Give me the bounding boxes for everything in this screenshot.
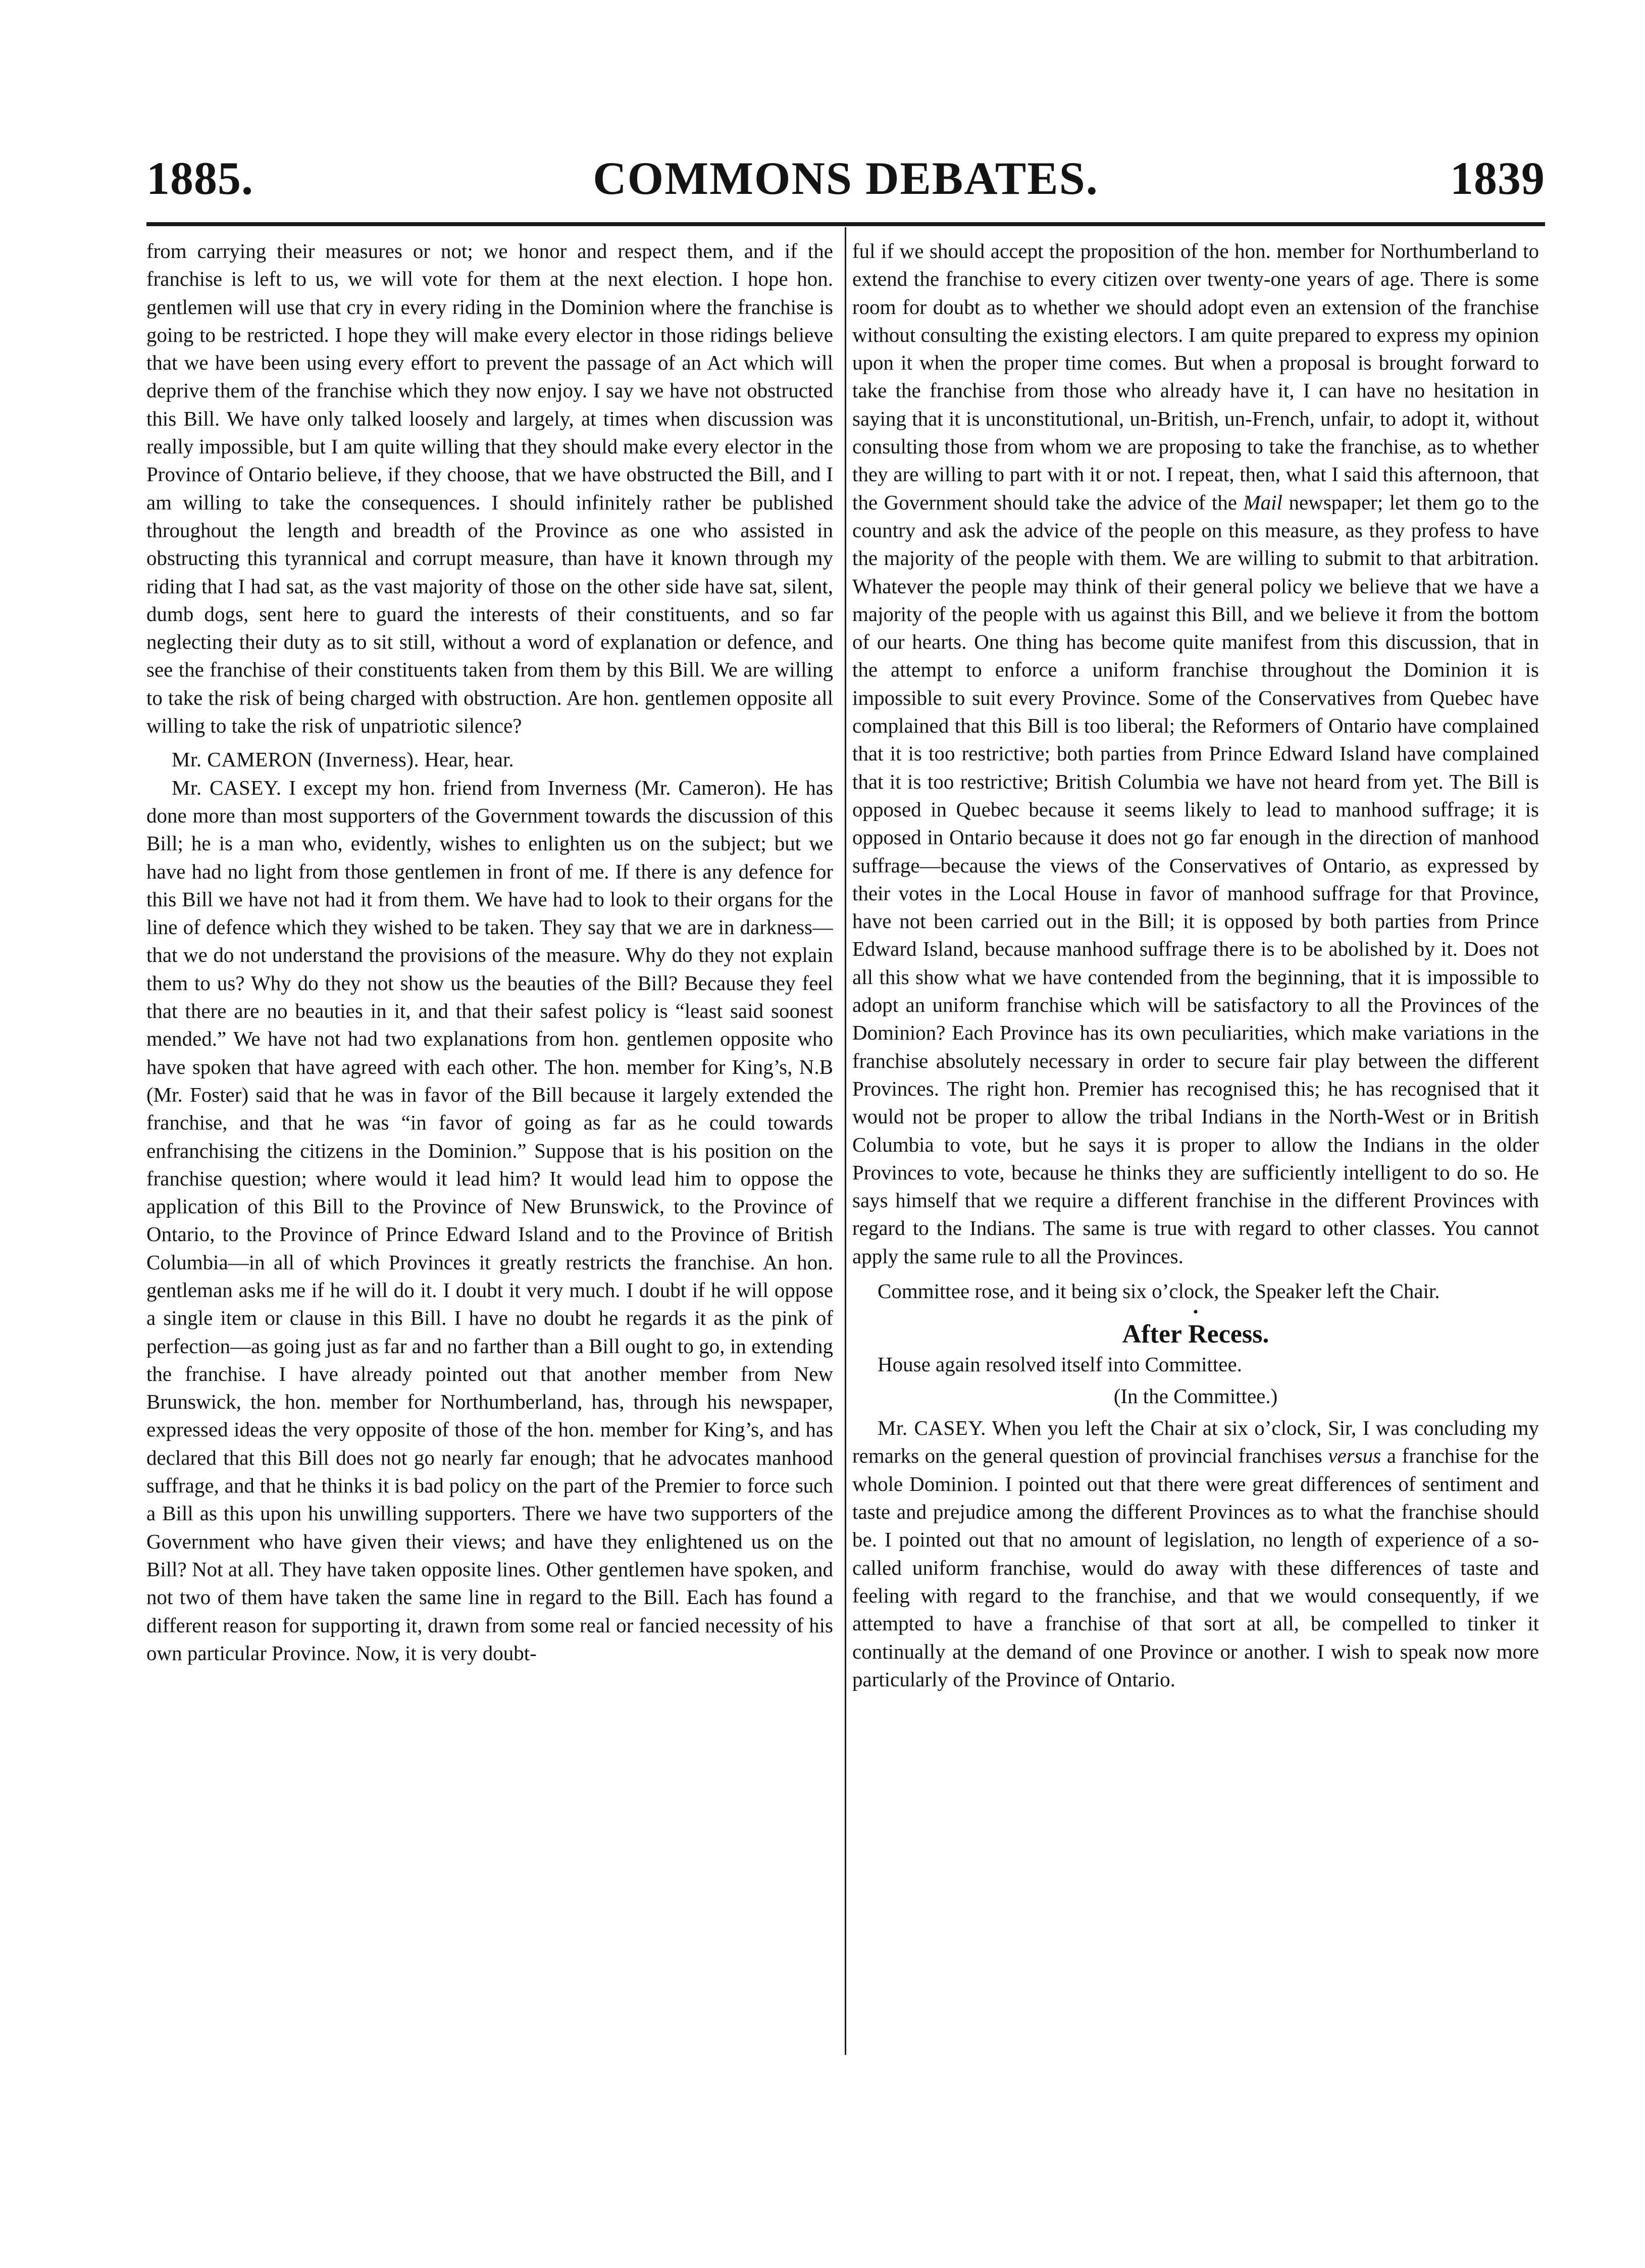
- procedural-note: Committee rose, and it being six o’clock, the Speaker left the Chair.: [878, 1279, 1440, 1303]
- text-run: newspaper; let them go to the country and ask the advice of the people on this measure, as they profess to have the majority of the people with them. We are willing to submit to that arbitration. Whatever the people may think of their general policy we believe that we have a majority of the people with us against this Bill, and we believe it from the bottom of our hearts. One thing has become quite manifest from this discussion, that in the attempt to enforce a uniform franchise throughout the Dominion it is impossible to suit every Province. Some of the Conservatives from Quebec have complained that this Bill is too liberal; the Reformers of Ontario have complained that it is too restrictive; both parties from Prince Edward Island have complained that it is too restrictive; British Columbia we have not heard from yet. The Bill is opposed in Quebec because it seems likely to lead to manhood suffrage; it is opposed in Ontario because it does not go far enough in the direction of manhood suffrage—because the views of the Conservatives of Ontario, as expressed by their votes in the Local House in favor of manhood suffrage for that Province, have not been carried out in the Bill; it is opposed by both parties from Prince Edward Island, because manhood suffrage there is to be abolished by it. Does not all this show what we have contended from the beginning, that it is impossible to adopt an uniform franchise which will be satisfactory to all the Provinces of the Dominion? Each Province has its own peculiarities, which make variations in the franchise absolutely necessary in order to secure fair play between the different Provinces. The right hon. Premier has recognised this; he has recognised that it would not be proper to allow the tribal Indians in the North-West or in British Columbia to vote, but he says it is proper to allow the Indians in the older Provinces to vote, because he thinks they are sufficiently intelligent to do so. He says himself that we require a different franchise in the different Provinces with regard to the Indians. The same is true with regard to other classes. You cannot apply the same rule to all the Provinces.: [852, 490, 1539, 1268]
- running-header: [146, 151, 1545, 222]
- newspaper-name: Mail: [1243, 490, 1282, 514]
- publication-title: COMMONS DEBATES.: [593, 152, 1099, 204]
- italic-word: versus: [1328, 1444, 1381, 1468]
- speaker-name: Mr. CASEY.: [172, 776, 282, 799]
- paragraph-continued: from carrying their measures or not; we honor and respect them, and if the franchise is left to us, we will vote for them at the next election. I hope hon. gentlemen will use that cry in every riding in the Dominion where the franchise is going to be restricted. I hope they will make every elector in those ridings believe that we have been using every effort to prevent the passage of an Act which will deprive them of the franchise which they now enjoy. I say we have not obstructed this Bill. We have only talked loosely and largely, at times when discussion was really impossible, but I am quite willing that they should make every elector in the Province of Ontario believe, if they choose, that we have obstructed the Bill, and I am willing to take the consequences. I should infinitely rather be published throughout the length and breadth of the Province as one who assisted in obstructing this tyrannical and corrupt measure, than have it known through my riding that I had sat, as the vast majority of those on the other side have sat, silent, dumb dogs, sent here to guard the interests of their constituents, and so far neglecting their duty as to sit still, without a word of explanation or defence, and see the franchise of their constituents taken from them by this Bill. We are willing to take the risk of being charged with obstruction. Are hon. gentlemen opposite all willing to take the risk of unpatriotic silence?: [146, 239, 833, 738]
- page-number: 1839: [1450, 152, 1545, 204]
- column-divider: [845, 227, 846, 2055]
- text-run: a franchise for the whole Dominion. I pointed out that there were great differences of sentiment and taste and prejudice among the different Provinces as to what the franchise should be. I pointed out that no amount of legislation, no length of experience of a so-called uniform franchise, would do away with these differences of taste and feeling with regard to the franchise, and that we would consequently, if we attempted to have a franchise of that sort at all, be compelled to tinker it continually at the demand of one Province or another. I wish to speak now more particularly of the Province of Ontario.: [852, 1444, 1539, 1691]
- speech-cameron: [146, 746, 833, 774]
- header-rule: [146, 222, 1545, 226]
- committee-note: (In the Committee.): [1113, 1384, 1278, 1408]
- text-run: ful if we should accept the proposition of the hon. member for Northumberland to extend the franchise to every citizen over twenty-one years of age. There is some room for doubt as to whether we should adopt even an extension of the franchise without consulting the existing electors. I am quite prepared to express my opinion upon it when the proper time comes. But when a proposal is brought forward to take the franchise from those who already have it, I can have no hesitation in saying that it is unconstitutional, un-British, un-French, unfair, to adopt it, without consulting those from whom we are proposing to take the franchise, as to whether they are willing to part with it or not. I repeat, then, what I said this afternoon, that the Government should take the advice of the: [852, 239, 1539, 514]
- section-heading: After Recess.: [1122, 1320, 1269, 1349]
- speech-text: Hear, hear.: [424, 748, 514, 771]
- text-run: When you left the Chair at six o’clock, Sir, I was concluding my remarks on the general question of provincial franchises: [852, 1416, 1539, 1468]
- header-year: 1885.: [146, 152, 253, 204]
- speech-casey: [852, 1414, 1539, 1693]
- speech-text: I except my hon. friend from Inverness (Mr. Cameron). He has done more than most supporters of the Government towards the discussion of this Bill; he is a man who, evidently, wishes to enlighten us on the subject; but we have had no light from those gentlemen in front of me. If there is any defence for this Bill we have not had it from them. We have had to look to their organs for the line of defence which they wished to be taken. They say that we are in darkness—that we do not understand the provisions of the measure. Why do they not explain them to us? Why do they not show us the beauties of the Bill? Because they feel that there are no beauties in it, and that their safest policy is “least said soonest mended.” We have not had two explanations from hon. gentlemen opposite who have spoken that have agreed with each other. The hon. member for King’s, N.B (Mr. Foster) said that he was in favor of the Bill because it largely extended the franchise, and that he was “in favor of going as far as he could towards enfranchising the citizens in the Dominion.” Suppose that is his position on the franchise question; where would it lead him? It would lead him to oppose the application of this Bill to the Province of New Brunswick, to the Province of Ontario, to the Province of Prince Edward Island and to the Province of British Columbia—in all of which Provinces it greatly restricts the franchise. An hon. gentleman asks me if he will do it. I doubt it very much. I doubt if he will oppose a single item or clause in this Bill. I have no doubt he regards it as the pink of perfection—as going just as far and no farther than a Bill ought to go, in extending the franchise. I have already pointed out that another member from New Brunswick, the hon. member for Northumberland, has, through his newspaper, expressed ideas the very opposite of those of the hon. member for King’s, and has declared that this Bill does not go nearly far enough; that he advocates manhood suffrage, and that he thinks it is bad policy on the part of the Premier to force such a Bill as this upon his unwilling supporters. There we have two supporters of the Government who have given their views; and have they enlightened us on the Bill? Not at all. They have taken opposite lines. Other gentlemen have spoken, and not two of them have taken the same line in regard to the Bill. Each has found a different reason for supporting it, drawn from some real or fancied necessity of his own particular Province. Now, it is very doubt-: [146, 776, 833, 1665]
- speech-casey: [146, 774, 833, 1668]
- ornament-dot: •: [1193, 1304, 1199, 1321]
- speaker-name: Mr. CAMERON (Inverness).: [172, 748, 420, 771]
- right-column: [852, 237, 1539, 2065]
- procedural-note: House again resolved itself into Committee.: [878, 1352, 1242, 1376]
- speaker-name: Mr. CASEY.: [878, 1416, 986, 1440]
- paragraph-continued: [852, 237, 1539, 1270]
- left-column: [146, 237, 833, 2065]
